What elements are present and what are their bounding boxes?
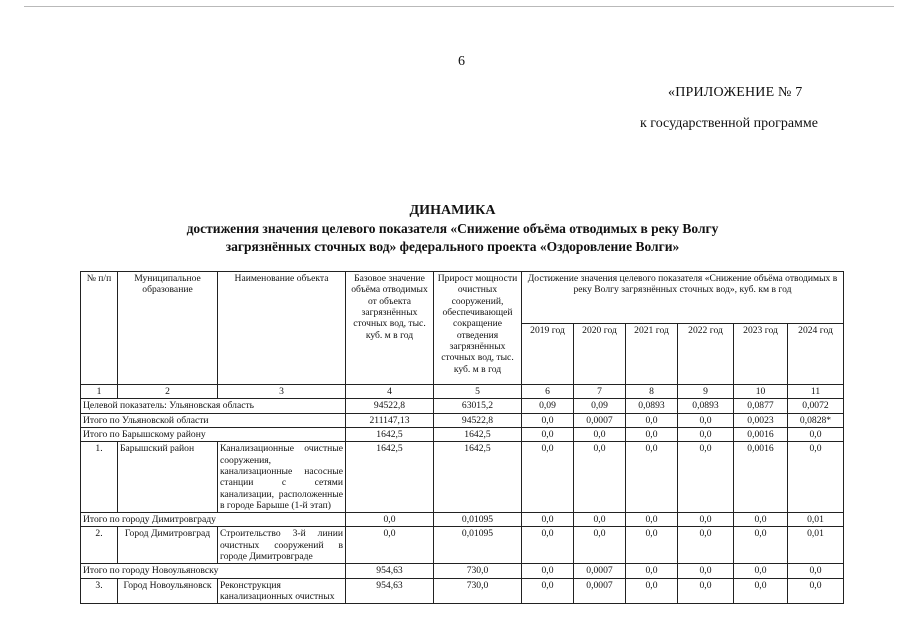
column-number: 1 <box>81 385 118 399</box>
header-base-value: Базовое значение объёма отводимых от объекта загрязнённых сточных вод, тыс. куб. м в год <box>346 272 434 385</box>
year-value-cell: 0,0893 <box>626 399 678 413</box>
page-number: 6 <box>458 54 465 69</box>
summary-label: Целевой показатель: Ульяновская область <box>81 399 346 413</box>
year-value-cell: 0,0 <box>626 442 678 513</box>
row-number: 1. <box>81 442 118 513</box>
column-number: 2 <box>118 385 218 399</box>
object-name-cell: Строительство 3-й линии очистных сооружений в городе Димитровграде <box>218 527 346 564</box>
column-number: 11 <box>788 385 844 399</box>
summary-label: Итого по Барышскому району <box>81 427 346 441</box>
column-number: 10 <box>734 385 788 399</box>
header-year: 2022 год <box>678 324 734 385</box>
base-value-cell: 954,63 <box>346 564 434 578</box>
municipality-cell: Город Димитровград <box>118 527 218 564</box>
year-value-cell: 0,0 <box>734 527 788 564</box>
year-value-cell: 0,0 <box>678 513 734 527</box>
summary-label: Итого по городу Димитровграду <box>81 513 346 527</box>
base-value-cell: 954,63 <box>346 578 434 604</box>
year-value-cell: 0,0 <box>522 427 574 441</box>
year-value-cell: 0,0 <box>626 513 678 527</box>
year-value-cell: 0,0 <box>678 578 734 604</box>
growth-value-cell: 0,01095 <box>434 527 522 564</box>
year-value-cell: 0,0 <box>678 442 734 513</box>
growth-value-cell: 1642,5 <box>434 427 522 441</box>
growth-value-cell: 730,0 <box>434 564 522 578</box>
year-value-cell: 0,0 <box>522 442 574 513</box>
row-number: 3. <box>81 578 118 604</box>
year-value-cell: 0,0 <box>626 527 678 564</box>
year-value-cell: 0,0 <box>522 413 574 427</box>
year-value-cell: 0,0007 <box>574 578 626 604</box>
year-value-cell: 0,0 <box>574 527 626 564</box>
column-number: 5 <box>434 385 522 399</box>
summary-row <box>81 427 844 441</box>
year-value-cell: 0,0 <box>522 527 574 564</box>
base-value-cell: 211147,13 <box>346 413 434 427</box>
year-value-cell: 0,0 <box>734 564 788 578</box>
growth-value-cell: 94522,8 <box>434 413 522 427</box>
header-year: 2019 год <box>522 324 574 385</box>
year-value-cell: 0,0007 <box>574 564 626 578</box>
growth-value-cell: 0,01095 <box>434 513 522 527</box>
summary-row <box>81 564 844 578</box>
year-value-cell: 0,0 <box>734 513 788 527</box>
year-value-cell: 0,0 <box>574 513 626 527</box>
header-year: 2023 год <box>734 324 788 385</box>
year-value-cell: 0,0 <box>788 442 844 513</box>
document-heading: ДИНАМИКА <box>409 203 496 218</box>
column-number: 9 <box>678 385 734 399</box>
year-value-cell: 0,0 <box>626 564 678 578</box>
appendix-subtitle: к государственной программе <box>640 116 818 131</box>
year-value-cell: 0,0 <box>734 578 788 604</box>
year-value-cell: 0,0 <box>788 578 844 604</box>
row-number: 2. <box>81 527 118 564</box>
year-value-cell: 0,0877 <box>734 399 788 413</box>
year-value-cell: 0,0 <box>522 513 574 527</box>
year-value-cell: 0,0 <box>788 427 844 441</box>
year-value-cell: 0,0 <box>522 578 574 604</box>
summary-label: Итого по Ульяновской области <box>81 413 346 427</box>
column-number: 6 <box>522 385 574 399</box>
table-row <box>81 578 844 604</box>
municipality-cell: Барышский район <box>118 442 218 513</box>
summary-row <box>81 513 844 527</box>
column-number: 8 <box>626 385 678 399</box>
year-value-cell: 0,0016 <box>734 427 788 441</box>
growth-value-cell: 730,0 <box>434 578 522 604</box>
page-top-border <box>24 6 894 7</box>
header-achievement: Достижение значения целевого показателя «Снижение объёма отводимых в реку Волгу загрязнённых сточных вод», куб. км в год <box>522 272 844 324</box>
summary-row <box>81 413 844 427</box>
column-number: 4 <box>346 385 434 399</box>
column-number: 7 <box>574 385 626 399</box>
year-value-cell: 0,01 <box>788 513 844 527</box>
year-value-cell: 0,0 <box>522 564 574 578</box>
base-value-cell: 0,0 <box>346 513 434 527</box>
year-value-cell: 0,0893 <box>678 399 734 413</box>
summary-row <box>81 399 844 413</box>
header-year: 2020 год <box>574 324 626 385</box>
header-capacity-growth: Прирост мощности очистных сооружений, обеспечивающей сокращение отведения загрязнённых сточных вод, тыс. куб. м в год <box>434 272 522 385</box>
header-object: Наименование объекта <box>218 272 346 385</box>
table-row <box>81 527 844 564</box>
dynamics-table <box>80 271 844 604</box>
year-value-cell: 0,0 <box>574 442 626 513</box>
table-row <box>81 442 844 513</box>
appendix-title: «ПРИЛОЖЕНИЕ № 7 <box>668 85 803 100</box>
base-value-cell: 1642,5 <box>346 427 434 441</box>
year-value-cell: 0,0 <box>626 413 678 427</box>
year-value-cell: 0,0016 <box>734 442 788 513</box>
document-subheading-line1: достижения значения целевого показателя «Снижение объёма отводимых в реку Волгу <box>186 221 719 236</box>
year-value-cell: 0,0 <box>678 427 734 441</box>
municipality-cell: Город Новоульяновск <box>118 578 218 604</box>
year-value-cell: 0,0 <box>788 564 844 578</box>
header-year: 2021 год <box>626 324 678 385</box>
object-name-cell: Реконструкция канализационных очистных <box>218 578 346 604</box>
growth-value-cell: 1642,5 <box>434 442 522 513</box>
base-value-cell: 94522,8 <box>346 399 434 413</box>
year-value-cell: 0,09 <box>522 399 574 413</box>
base-value-cell: 1642,5 <box>346 442 434 513</box>
summary-label: Итого по городу Новоульяновску <box>81 564 346 578</box>
year-value-cell: 0,0 <box>574 427 626 441</box>
year-value-cell: 0,01 <box>788 527 844 564</box>
object-name-cell: Канализационные очистные сооружения, канализационные насосные станции с сетями канализации, расположенные в городе Барыше (1-й этап) <box>218 442 346 513</box>
year-value-cell: 0,0828* <box>788 413 844 427</box>
year-value-cell: 0,0023 <box>734 413 788 427</box>
year-value-cell: 0,0072 <box>788 399 844 413</box>
base-value-cell: 0,0 <box>346 527 434 564</box>
year-value-cell: 0,0 <box>678 564 734 578</box>
growth-value-cell: 63015,2 <box>434 399 522 413</box>
year-value-cell: 0,0 <box>626 578 678 604</box>
year-value-cell: 0,09 <box>574 399 626 413</box>
year-value-cell: 0,0 <box>678 527 734 564</box>
year-value-cell: 0,0 <box>678 413 734 427</box>
header-year: 2024 год <box>788 324 844 385</box>
column-number: 3 <box>218 385 346 399</box>
year-value-cell: 0,0007 <box>574 413 626 427</box>
document-subheading-line2: загрязнённых сточных вод» федерального проекта «Оздоровление Волги» <box>225 239 680 254</box>
year-value-cell: 0,0 <box>626 427 678 441</box>
header-municipality: Муниципальное образование <box>118 272 218 385</box>
column-number-row <box>81 385 844 399</box>
header-num: № п/п <box>81 272 118 385</box>
